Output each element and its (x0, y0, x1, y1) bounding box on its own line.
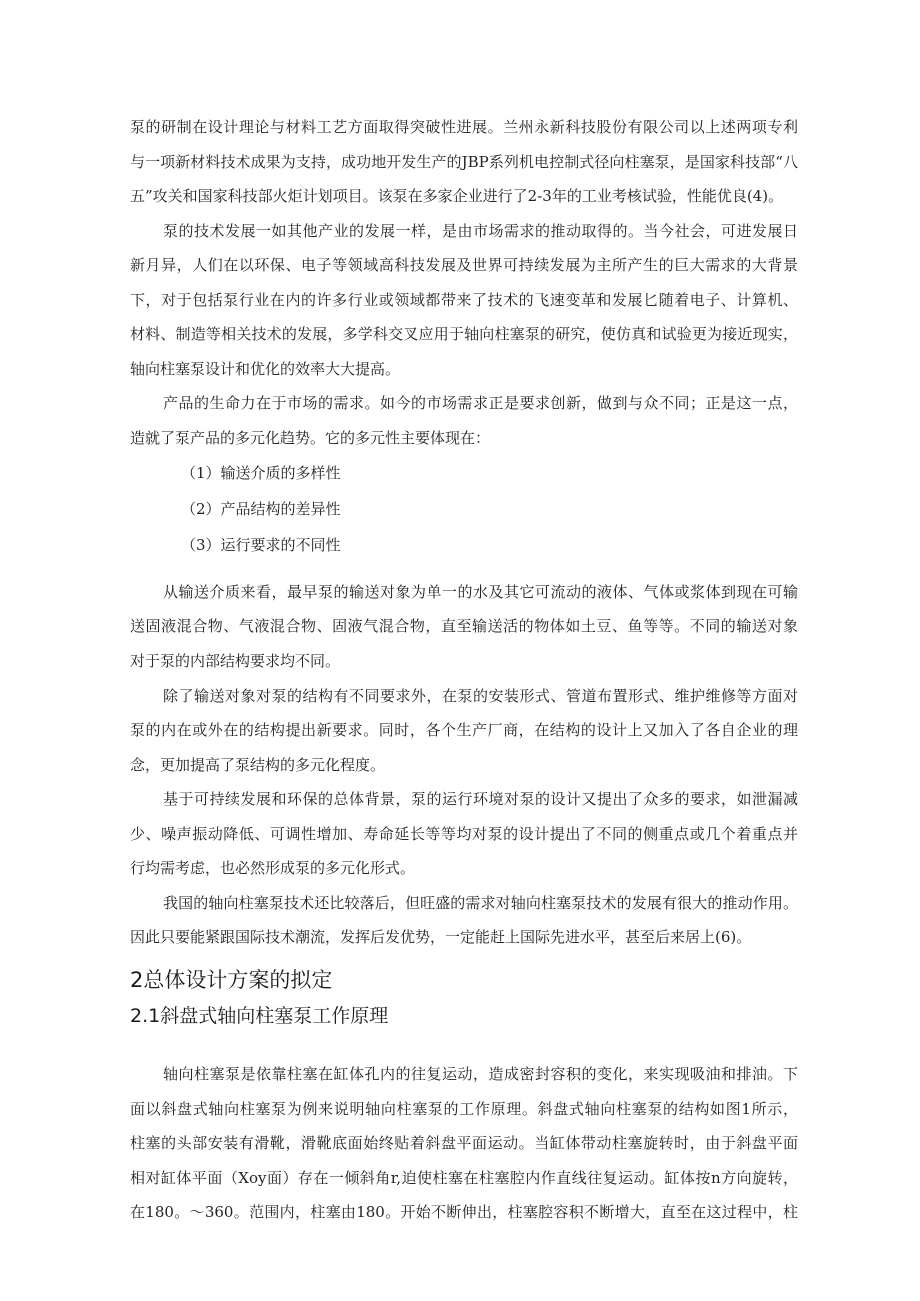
paragraph-line: 与一项新材料技术成果为支持，成功地开发生产的JBP系列机电控制式径向柱塞泵，是国家科技部“八 (130, 153, 798, 171)
paragraph-line: 泵的研制在设计理论与材料工艺方面取得突破性进展。兰州永新科技股份有限公司以上述两项专利 (130, 118, 798, 136)
subsection-heading: 2.1斜盘式轴向柱塞泵工作原理 (130, 1005, 389, 1027)
paragraph-line: 新月异，人们在以环保、电子等领域高科技发展及世界可持续发展为主所产生的巨大需求的大背景 (130, 256, 798, 274)
paragraph-line: 念，更加提高了泵结构的多元化程度。 (130, 756, 386, 774)
paragraph-line: 在180。～360。范围内，柱塞由180。开始不断伸出，柱塞腔容积不断增大，直至在这过程中，柱 (130, 1203, 798, 1221)
paragraph-line: 从输送介质来看，最早泵的输送对象为单一的水及其它可流动的液体、气体或浆体到现在可输 (163, 583, 798, 601)
paragraph-line: 少、噪声振动降低、可调性增加、寿命延长等等均对泵的设计提出了不同的侧重点或几个着重点并 (130, 825, 798, 843)
paragraph-line: 面以斜盘式轴向柱塞泵为例来说明轴向柱塞泵的工作原理。斜盘式轴向柱塞泵的结构如图1所示， (130, 1100, 798, 1118)
paragraph-line: 基于可持续发展和环保的总体背景，泵的运行环境对泵的设计又提出了众多的要求，如泄漏减 (163, 790, 798, 808)
paragraph-line: 因此只要能紧跟国际技术潮流，发挥后发优势，一定能赶上国际先进水平，甚至后来居上(6)。 (130, 928, 752, 946)
paragraph-line: 对于泵的内部结构要求均不同。 (130, 652, 341, 670)
paragraph-line: 泵的技术发展一如其他产业的发展一样，是由市场需求的推动取得的。当今社会，可进发展日 (163, 222, 798, 240)
paragraph-line: 送固液混合物、气液混合物、固液气混合物，直至输送活的物体如土豆、鱼等等。不同的输送对象 (130, 617, 798, 635)
paragraph-line: 除了输送对象对泵的结构有不同要求外，在泵的安装形式、管道布置形式、维护维修等方面对 (163, 687, 798, 705)
paragraph-line: 行均需考虑，也必然形成泵的多元化形式。 (130, 859, 416, 877)
list-item: （3）运行要求的不同性 (181, 536, 341, 554)
list-item: （2）产品结构的差异性 (181, 500, 341, 518)
paragraph-line: 我国的轴向柱塞泵技术还比较落后，但旺盛的需求对轴向柱塞泵技术的发展有很大的推动作用。 (163, 894, 798, 912)
paragraph-line: 材料、制造等相关技术的发展，多学科交叉应用于轴向柱塞泵的研究，使仿真和试验更为接近现实， (130, 325, 798, 343)
paragraph-line: 五”攻关和国家科技部火炬计划项目。该泵在多家企业进行了2-3年的工业考核试验，性能优良(4)。 (130, 187, 784, 205)
paragraph-line: 产品的生命力在于市场的需求。如今的市场需求正是要求创新，做到与众不同；正是这一点， (163, 394, 798, 412)
paragraph-line: 下，对于包括泵行业在内的许多行业或领域都带来了技术的飞速变革和发展匕随着电子、计算机、 (130, 291, 798, 309)
section-heading: 2总体设计方案的拟定 (130, 968, 333, 992)
paragraph-line: 泵的内在或外在的结构提出新要求。同时，各个生产厂商，在结构的设计上又加入了各自企业的理 (130, 721, 798, 739)
paragraph-line: 轴向柱塞泵设计和优化的效率大大提高。 (130, 360, 401, 378)
paragraph-line: 柱塞的头部安装有滑靴，滑靴底面始终贴着斜盘平面运动。当缸体带动柱塞旋转时，由于斜盘平面 (130, 1134, 798, 1152)
paragraph-line: 相对缸体平面（Xoy面）存在一倾斜角r,迫使柱塞在柱塞腔内作直线往复运动。缸体按n方向旋转， (130, 1169, 798, 1187)
paragraph-line: 轴向柱塞泵是依靠柱塞在缸体孔内的往复运动，造成密封容积的变化，来实现吸油和排油。下 (163, 1065, 798, 1083)
list-item: （1）输送介质的多样性 (181, 464, 341, 482)
paragraph-line: 造就了泵产品的多元化趋势。它的多元性主要体现在： (130, 429, 491, 447)
